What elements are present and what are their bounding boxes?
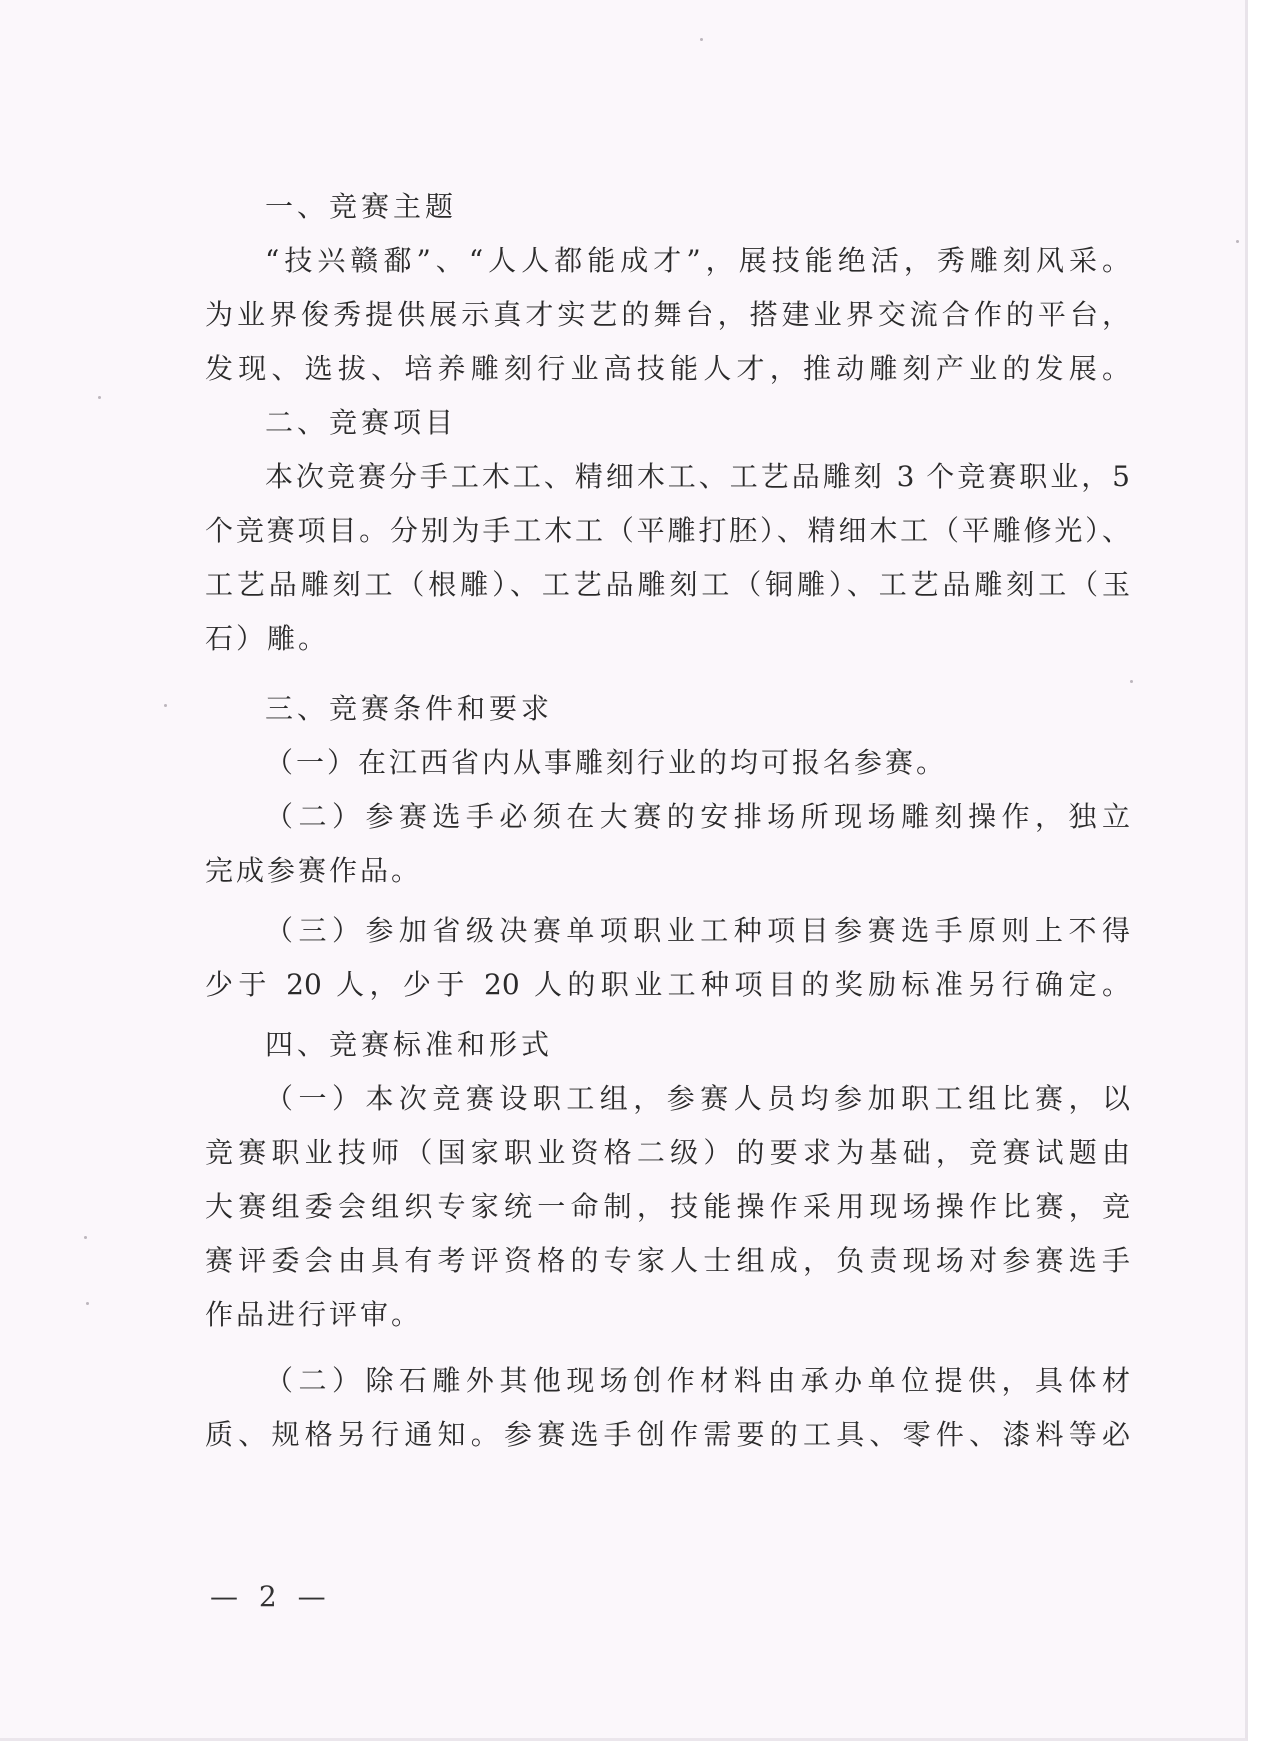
paragraph-line: 作品进行评审。 (205, 1298, 423, 1331)
scan-speck (164, 704, 167, 707)
paragraph-line: 竞赛职业技师（国家职业资格二级）的要求为基础，竞赛试题由 (205, 1136, 1130, 1169)
paragraph-line: 少于 20 人，少于 20 人的职业工种项目的奖励标准另行确定。 (205, 968, 1130, 1001)
scan-speck (84, 1236, 87, 1239)
section-heading-2: 二、竞赛项目 (265, 406, 458, 439)
paragraph-line: 赛评委会由具有考评资格的专家人士组成，负责现场对参赛选手 (205, 1244, 1130, 1277)
paragraph-line: 发现、选拔、培养雕刻行业高技能人才，推动雕刻产业的发展。 (205, 352, 1130, 385)
page-number: — 2 — (210, 1580, 332, 1613)
scan-speck (86, 1302, 89, 1305)
paragraph-line: （二）除石雕外其他现场创作材料由承办单位提供，具体材 (265, 1364, 1130, 1397)
paragraph-line: 完成参赛作品。 (205, 854, 423, 887)
section-heading-3: 三、竞赛条件和要求 (265, 692, 554, 725)
paragraph-line: 个竞赛项目。分别为手工木工（平雕打胚）、精细木工（平雕修光）、 (205, 514, 1130, 547)
paragraph-line: 大赛组委会组织专家统一命制，技能操作采用现场操作比赛，竞 (205, 1190, 1130, 1223)
scan-speck (1236, 240, 1239, 243)
section-heading-4: 四、竞赛标准和形式 (265, 1028, 554, 1061)
paragraph-line: （一）本次竞赛设职工组，参赛人员均参加职工组比赛，以 (265, 1082, 1130, 1115)
scan-speck (700, 38, 703, 41)
scan-speck (1130, 680, 1133, 683)
paragraph-line: 为业界俊秀提供展示真才实艺的舞台，搭建业界交流合作的平台， (205, 298, 1130, 331)
paragraph-line: 石）雕。 (205, 622, 330, 655)
section-heading-1: 一、竞赛主题 (265, 190, 458, 223)
scan-speck (98, 396, 101, 399)
paragraph-line: （二）参赛选手必须在大赛的安排场所现场雕刻操作，独立 (265, 800, 1130, 833)
paragraph-line: （三）参加省级决赛单项职业工种项目参赛选手原则上不得 (265, 914, 1130, 947)
paragraph-line: 质、规格另行通知。参赛选手创作需要的工具、零件、漆料等必 (205, 1418, 1130, 1451)
paragraph-line: （一）在江西省内从事雕刻行业的均可报名参赛。 (265, 746, 948, 779)
paragraph-line: “技兴赣鄱”、“人人都能成才”，展技能绝活，秀雕刻风采。 (265, 244, 1130, 277)
paragraph-line: 工艺品雕刻工（根雕）、工艺品雕刻工（铜雕）、工艺品雕刻工（玉 (205, 568, 1130, 601)
paragraph-line: 本次竞赛分手工木工、精细木工、工艺品雕刻 3 个竞赛职业，5 (265, 460, 1130, 493)
